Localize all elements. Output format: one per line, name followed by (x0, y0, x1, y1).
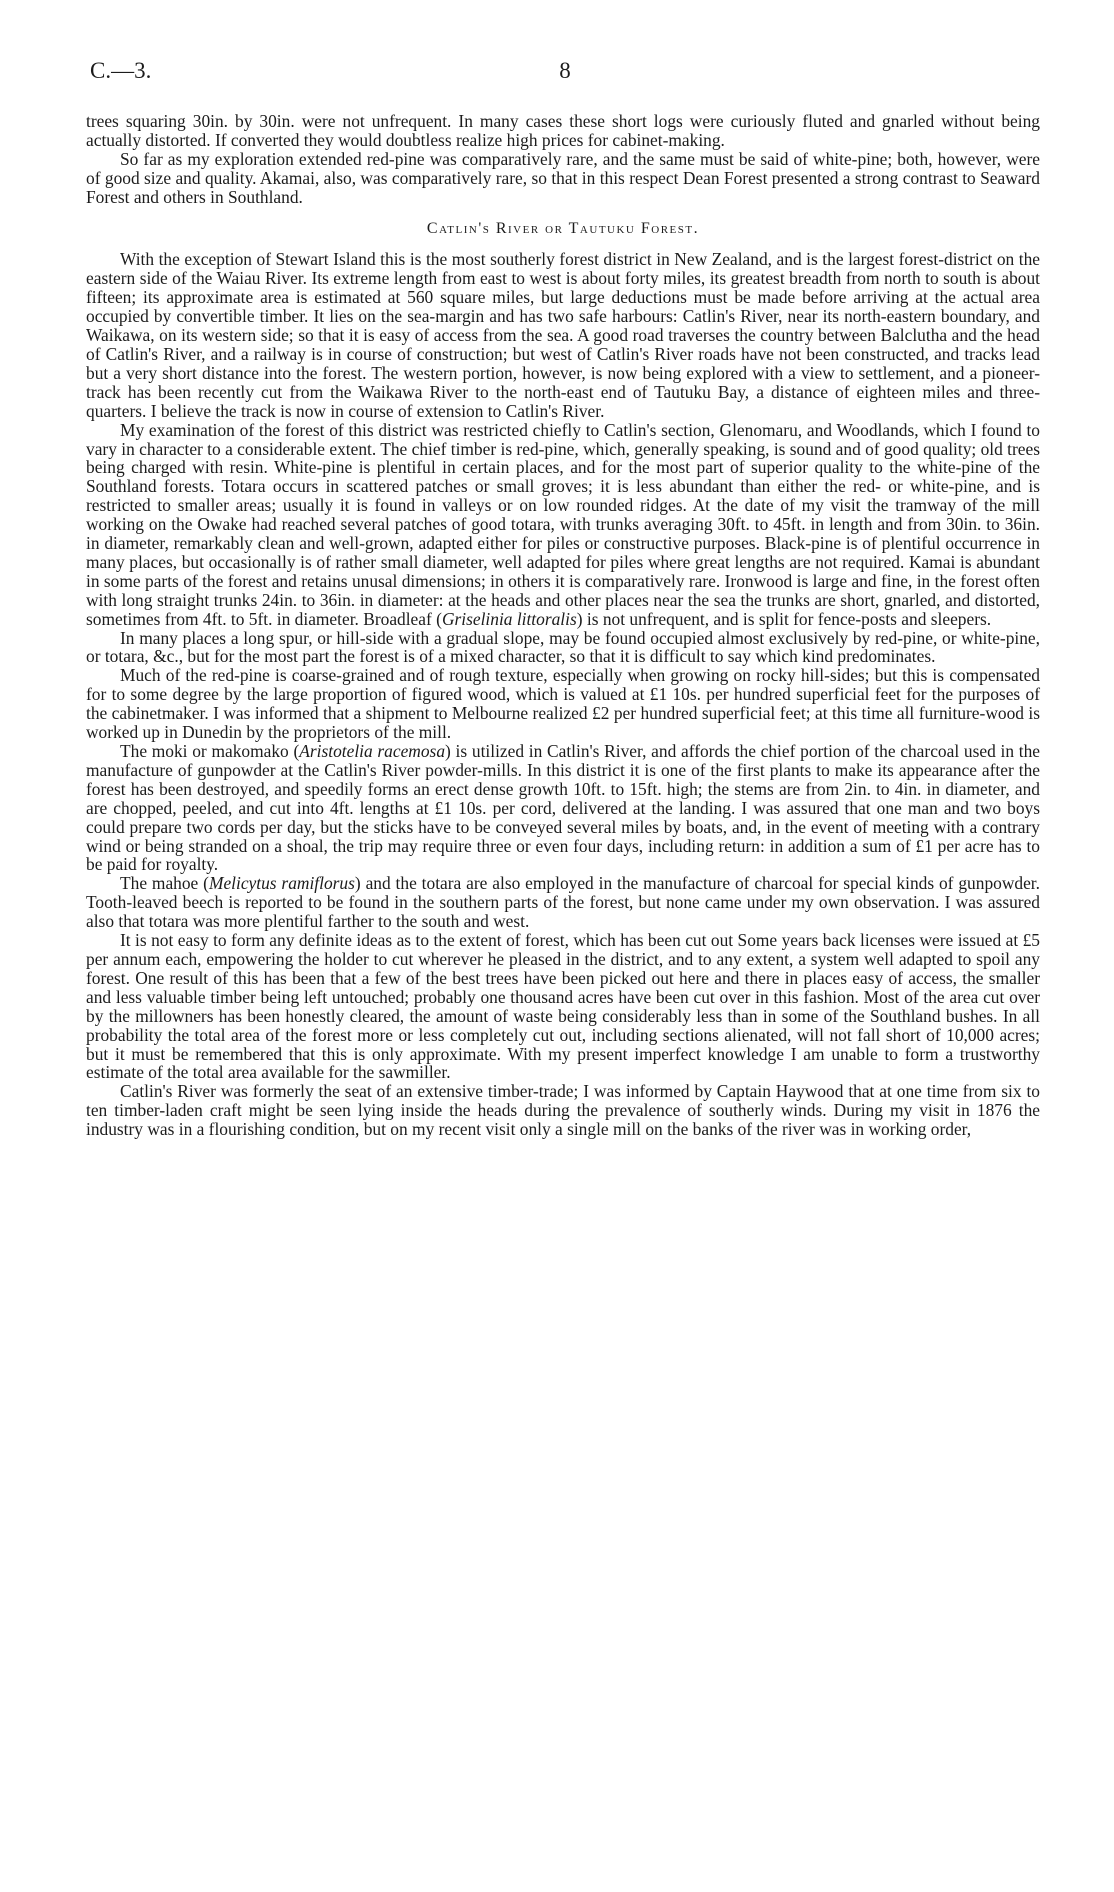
paragraph-text: The mahoe ( (120, 873, 209, 894)
paragraph: Much of the red-pine is coarse-grained and of rough texture, especially when growing on rocky hill-sides; but this is compensated for to some degree by the large proportion of figured wood, which is valued at £1 10s. per hundred superficial feet for the purposes of the cabinetmaker. I was informed that a shipment to Melbourne realized £2 per hundred superficial feet; at this time all furniture-wood is worked up in Dunedin by the proprietors of the mill. (86, 665, 1040, 743)
page-number: 8 (559, 58, 571, 83)
paragraph-text: ) is not unfrequent, and is split for fence-posts and sleepers. (576, 608, 992, 629)
species-name: Griselinia littoralis (441, 608, 577, 629)
paragraph (86, 874, 1040, 931)
document-reference: C.—3. (90, 58, 152, 83)
paragraph-text: My examination of the forest of this district was restricted chiefly to Catlin's section, Glenomaru, and Woodlands, which I found to vary in character to a considerable extent. The chief timber is red-pine, which, generally speaking, is sound and of good quality; old trees being charged with resin. White-pine is plentiful in certain places, and for the most part of superior quality to the white-pine of the Southland forests. Totara occurs in scattered patches or small groves; it is less abundant than either the red- or white-pine, and is restricted to smaller areas; usually it is found in valleys or on low rounded ridges. At the date of my visit the tramway of the mill working on the Owake had reached several patches of good totara, with trunks averaging 30ft. to 45ft. in length and from 30in. to 36in. in diameter, remarkably clean and well-grown, adapted either for piles or constructive purposes. Black-pine is of plentiful occurrence in many places, but occasionally is of rather small diameter, well adapted for piles where great lengths are not required. Kamai is abundant in some parts of the forest and retains unusal dimensions; in others it is comparatively rare. Ironwood is large and fine, in the forest often with long straight trunks 24in. to 36in. in diameter: at the heads and other places near the sea the trunks are short, gnarled, and distorted, sometimes from 4ft. to 5ft. in diameter. Broadleaf ( (86, 419, 1040, 629)
paragraph: It is not easy to form any definite ideas as to the extent of forest, which has been cut out Some years back licenses were issued at £5 per annum each, empowering the holder to cut wherever he pleased in the district, and to any extent, a system well adapted to spoil any forest. One result of this has been that a few of the best trees have been picked out here and there in places easy of access, the smaller and less valuable timber being left untouched; probably one thousand acres have been cut over in this fashion. Most of the area cut over by the millowners has been honestly cleared, the amount of waste being considerably less than in some of the Southland bushes. In all probability the total area of the forest more or less completely cut out, including sections alienated, will not fall short of 10,000 acres; but it must be remembered that this is only approximate. With my present imperfect knowledge I am unable to form a trustworthy estimate of the total area available for the sawmiller. (86, 930, 1040, 1083)
species-name: Aristotelia racemosa (299, 741, 446, 761)
paragraph: So far as my exploration extended red-pine was comparatively rare, and the same must be said of white-pine; both, however, were of good size and quality. Akamai, also, was comparatively rare, so that in this respect Dean Forest presented a strong contrast to Seaward Forest and others in Southland. (86, 148, 1040, 207)
paragraph (86, 742, 1040, 874)
paragraph: In many places a long spur, or hill-side with a gradual slope, may be found occupied almost exclusively by red-pine, or white-pine, or totara, &c., but for the most part the forest is of a mixed character, so that it is difficult to say which kind predominates. (86, 627, 1040, 667)
paragraph: Catlin's River was formerly the seat of an extensive timber-trade; I was informed by Captain Haywood that at one time from six to ten timber-laden craft might be seen lying inside the heads during the prevalence of southerly winds. During my visit in 1876 the industry was in a flourishing condition, but on my recent visit only a single mill on the banks of the river was in working order, (86, 1081, 1040, 1140)
paragraph-continued: trees squaring 30in. by 30in. were not unfrequent. In many cases these short logs were curiously fluted and gnarled without being actually distorted. If converted they would doubtless realize high prices for cabinet-making. (86, 111, 1040, 150)
species-name: Melicytus ramiflorus (208, 873, 355, 894)
body-text (86, 112, 1040, 1139)
paragraph (86, 421, 1040, 629)
paragraph-text: ) and the totara are also employed in the manufacture of charcoal for special kinds of gunpowder. Tooth-leaved beech is reported to be found in the southern parts of the forest, but none came under my own observation. I was assured also that totara was more plentiful farther to the south and west. (86, 873, 1040, 932)
paragraph: With the exception of Stewart Island this is the most southerly forest district in New Zealand, and is the largest forest-district on the eastern side of the Waiau River. Its extreme length from east to west is about forty miles, its greatest breadth from north to south is about fifteen; its approximate area is estimated at 560 square miles, but large deductions must be made before arriving at the actual area occupied by convertible timber. It lies on the sea-margin and has two safe harbours: Catlin's River, near its north-eastern boundary, and Waikawa, on its western side; so that it is easy of access from the sea. A good road traverses the country between Balclutha and the head of Catlin's River, and a railway is in course of construction; but west of Catlin's River roads have not been constructed, and tracks lead but a very short distance into the forest. The western portion, however, is now being explored with a view to settlement, and a pioneer-track has been recently cut from the Waikawa River to the north-east end of Tautuku Bay, a distance of eighteen miles and three-quarters. I believe the track is now in course of extension to Catlin's River. (86, 249, 1040, 421)
page-header (90, 58, 1040, 88)
paragraph-text: ) is utilized in Catlin's River, and affords the chief portion of the charcoal used in the manufacture of gunpowder at the Catlin's River powder-mills. In this district it is one of the first plants to make its appearance after the forest has been destroyed, and speedily forms an erect dense growth 10ft. to 15ft. high; the stems are from 2in. to 4in. in diameter, and are chopped, peeled, and cut into 4ft. lengths at £1 10s. per cord, delivered at the landing. I was assured that one man and two boys could prepare two cords per day, but the sticks have to be conveyed several miles by boats, and, in the event of meeting with a contrary wind or being stranded on a shoal, the trip may require three or even four days, including return: in addition a sum of £1 per acre has to be paid for royalty. (86, 741, 1040, 875)
paragraph-text: The moki or makomako ( (120, 741, 300, 761)
section-heading: Catlin's River or Tautuku Forest. (426, 219, 700, 237)
